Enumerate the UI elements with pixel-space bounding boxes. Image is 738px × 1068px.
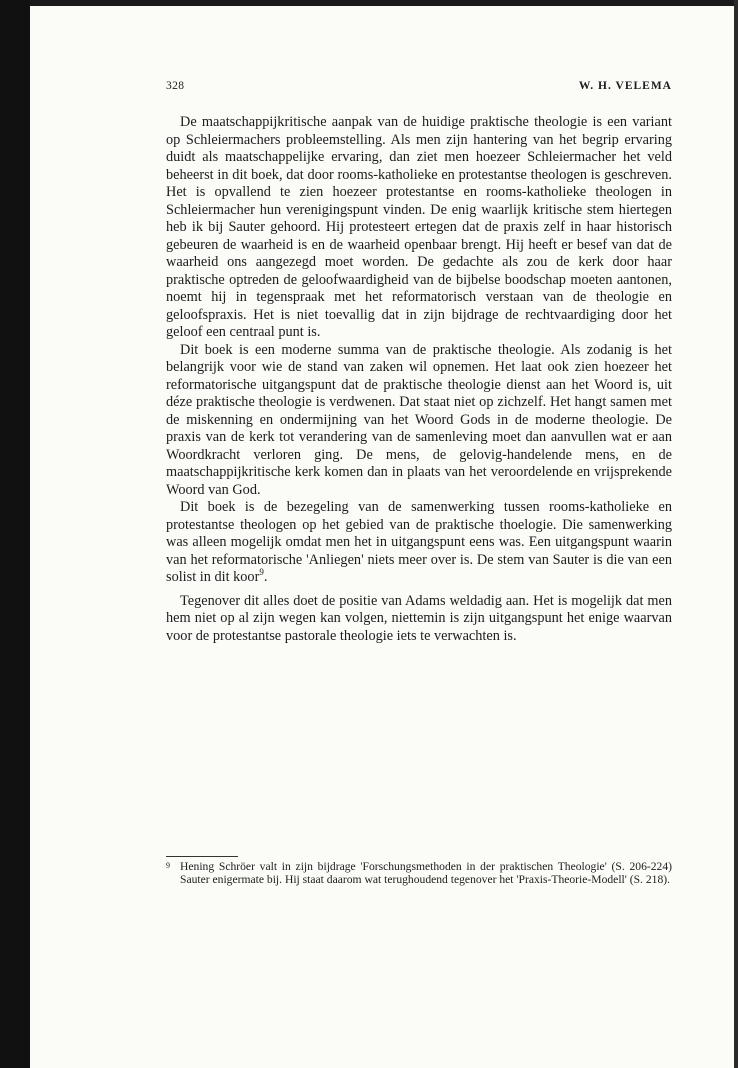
footnote-text: Hening Schröer valt in zijn bijdrage 'Forschungsmethoden in der praktischen Theologie' (S. 206-224) Sauter enigermate bij. Hij staat daarom wat terughoudend tegenover het 'Praxis-Theorie-Modell' (S. 218). xyxy=(180,860,672,886)
body-text xyxy=(166,114,672,645)
paragraph-1: De maatschappijkritische aanpak van de huidige praktische theologie is een variant op Schleiermachers probleemstelling. Als men zijn hantering van het begrip ervaring duidt als maatschappelijke ervaring, dan ziet men hoezeer Schleiermacher het veld beheerst in dit boek, dat door rooms-katholieke en protestantse theologen is geschreven. Het is opvallend te zien hoezeer protestantse en rooms-katholieke theologen in Schleiermacher hun verenigingspunt vinden. De enig waarlijk kritische stem hiertegen heb ik bij Sauter gehoord. Hij protesteert ertegen dat de praxis zelf in haar historisch gebeuren de waarheid is en de waarheid openbaar brengt. Hij heeft er besef van dat de waarheid ons aangezegd moet worden. De gedachte als zou de kerk door haar praktische optreden de geloofwaardigheid van de bijbelse boodschap moeten aantonen, noemt hij in tegenspraak met het reformatorisch verstaan van de theologie en geloofspraxis. Het is niet toevallig dat in zijn bijdrage de rechtvaardiging door het geloof een centraal punt is. xyxy=(166,114,672,340)
paragraph-4: Tegenover dit alles doet de positie van Adams weldadig aan. Het is mogelijk dat men hem niet op al zijn wegen kan volgen, niettemin is zijn uitgangspunt het enige waarvan voor de protestantse pastorale theologie iets te verwachten is. xyxy=(166,592,672,644)
paragraph-3 xyxy=(166,499,672,587)
footnote-reference[interactable]: 9 xyxy=(259,567,264,578)
scan-border-left xyxy=(0,0,30,1068)
footnotes-section xyxy=(166,856,672,886)
footnote-rule xyxy=(166,856,238,857)
paragraph-2 xyxy=(166,342,672,500)
running-head-author: W. H. VELEMA xyxy=(578,80,672,92)
footnote-item xyxy=(166,860,672,886)
paragraph-3-text: Dit boek is de bezegeling van de samenwerking tussen rooms-katholieke en protestantse theologen op het gebied van de praktische thoelogie. Die samenwerking was alleen mogelijk omdat men het in uitgangspunt eens was. Een uitgangspunt waarin van het reformatorische 'Anliegen' niets meer over is. De stem van Sauter is die van een solist in dit koor xyxy=(166,499,672,585)
scan-border-right xyxy=(734,0,738,1068)
paragraph-3-tail: . xyxy=(263,569,268,585)
footnote-marker: 9 xyxy=(166,861,170,870)
running-header xyxy=(166,80,672,96)
page-number: 328 xyxy=(166,80,185,92)
paragraph-2-text: Dit boek is een moderne summa van de praktische theologie. Als zodanig is het belangrijk voor wie de stand van zaken wil opnemen. Het laat ook zien hoezeer het reformatorische uitgangspunt dat de praktische theologie dienst aan het Woord is, uit déze praktische theologie is verdwenen. Dat staat niet op zichzelf. Het hangt samen met de miskenning en ondermijning van het Woord Gods in de moderne theologie. De praxis van de kerk tot verandering van de samenleving moet dan aanvullen wat er aan Woordkracht verloren ging. De mens, de gelovig-handelende mens, en de maatschappijkritische kerk komen dan in plaats van het veroordelende en vrijsprekende Woord van God. xyxy=(166,341,672,498)
